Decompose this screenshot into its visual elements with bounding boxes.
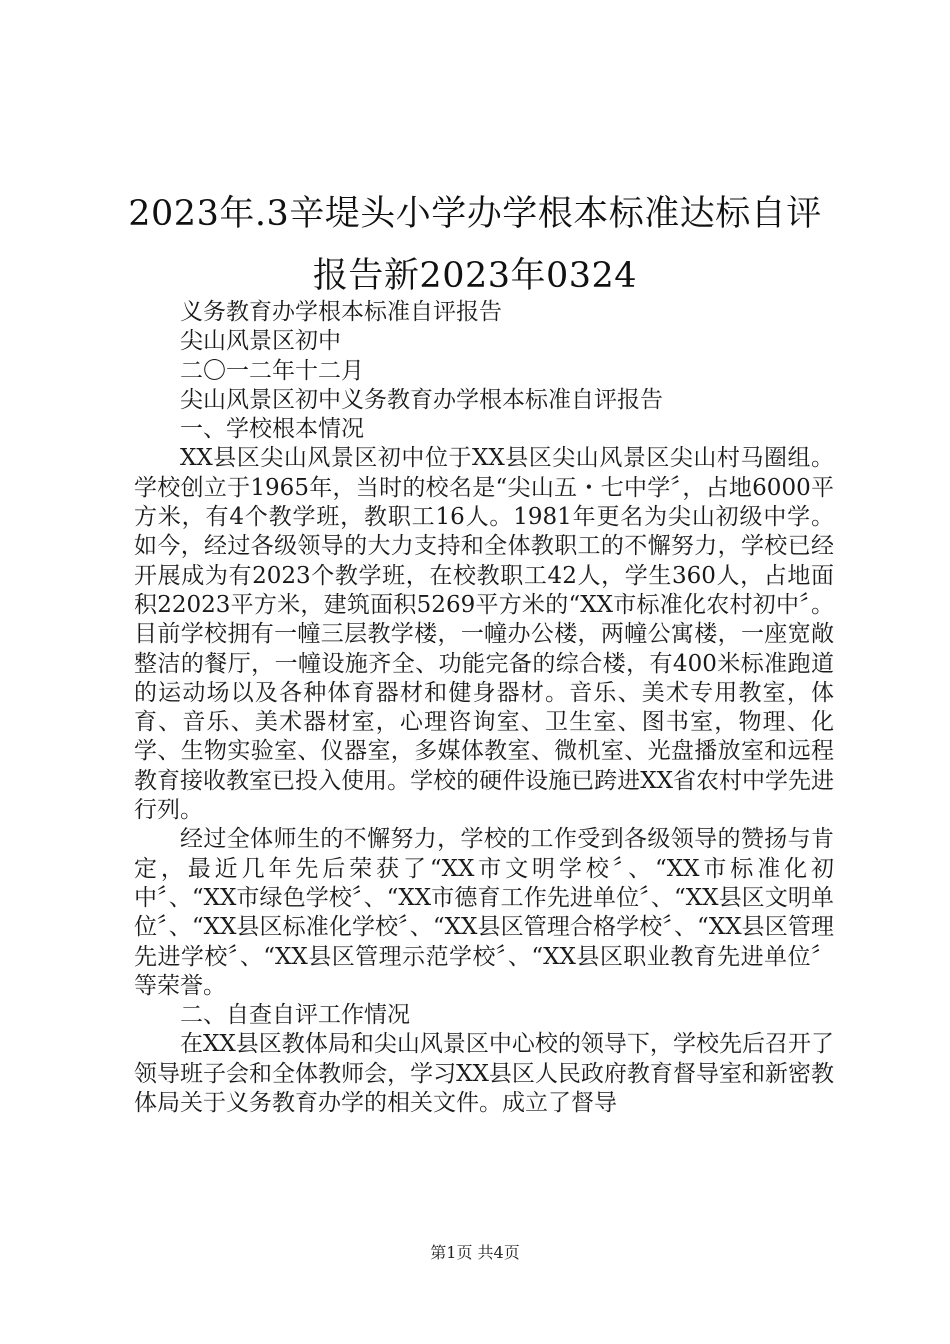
section-heading-1: 一、学校根本情况 bbox=[180, 416, 364, 443]
paragraph-honors: 经过全体师生的不懈努力，学校的工作受到各级领导的赞扬与肯定，最近几年先后荣获了“XX市文明学校〞、“XX市标准化初中〞、“XX市绿色学校〞、“XX市德育工作先进单位〞、“XX县区文明单位〞、“XX县区标准化学校〞、“XX县区管理合格学校〞、“XX县区管理先进学校〞、“XX县区管理示范学校〞、“XX县区职业教育先进单位〞等荣誉。 bbox=[134, 826, 834, 999]
document-body bbox=[134, 298, 834, 1118]
title-line-2: 报告新2023年0324 bbox=[312, 256, 638, 296]
school-name: 尖山风景区初中 bbox=[180, 328, 341, 355]
paragraph-school-overview: XX县区尖山风景区初中位于XX县区尖山风景区尖山村马圈组。学校创立于1965年，当时的校名是“尖山五・七中学〞，占地6000平方米，有4个教学班，教职工16人。1981年更名为尖山初级中学。如今，经过各级领导的大力支持和全体教职工的不懈努力，学校已经开展成为有2023个教学班，在校教职工42人，学生360人，占地面积22023平方米，建筑面积5269平方米的“XX市标准化农村初中〞。目前学校拥有一幢三层教学楼，一幢办公楼，两幢公寓楼，一座宽敞整洁的餐厅，一幢设施齐全、功能完备的综合楼，有400米标准跑道的运动场以及各种体育器材和健身器材。音乐、美术专用教室，体育、音乐、美术器材室，心理咨询室、卫生室、图书室，物理、化学、生物实验室、仪器室，多媒体教室、微机室、光盘播放室和远程教育接收教室已投入使用。学校的硬件设施已跨进XX省农村中学先进行列。 bbox=[134, 445, 834, 824]
section-heading-2: 二、自查自评工作情况 bbox=[180, 1002, 410, 1029]
report-heading: 义务教育办学根本标准自评报告 bbox=[180, 299, 502, 325]
document-title bbox=[120, 183, 830, 307]
title-line-1: 2023年.3辛堤头小学办学根本标准达标自评 bbox=[128, 194, 822, 234]
page-number-footer: 第1页 共4页 bbox=[430, 1243, 520, 1262]
report-full-title: 尖山风景区初中义务教育办学根本标准自评报告 bbox=[180, 386, 663, 413]
paragraph-self-evaluation: 在XX县区教体局和尖山风景区中心校的领导下，学校先后召开了领导班子会和全体教师会，学习XX县区人民政府教育督导室和新密教体局关于义务教育办学的相关文件。成立了督导 bbox=[134, 1031, 834, 1117]
report-date: 二〇一二年十二月 bbox=[180, 357, 364, 384]
